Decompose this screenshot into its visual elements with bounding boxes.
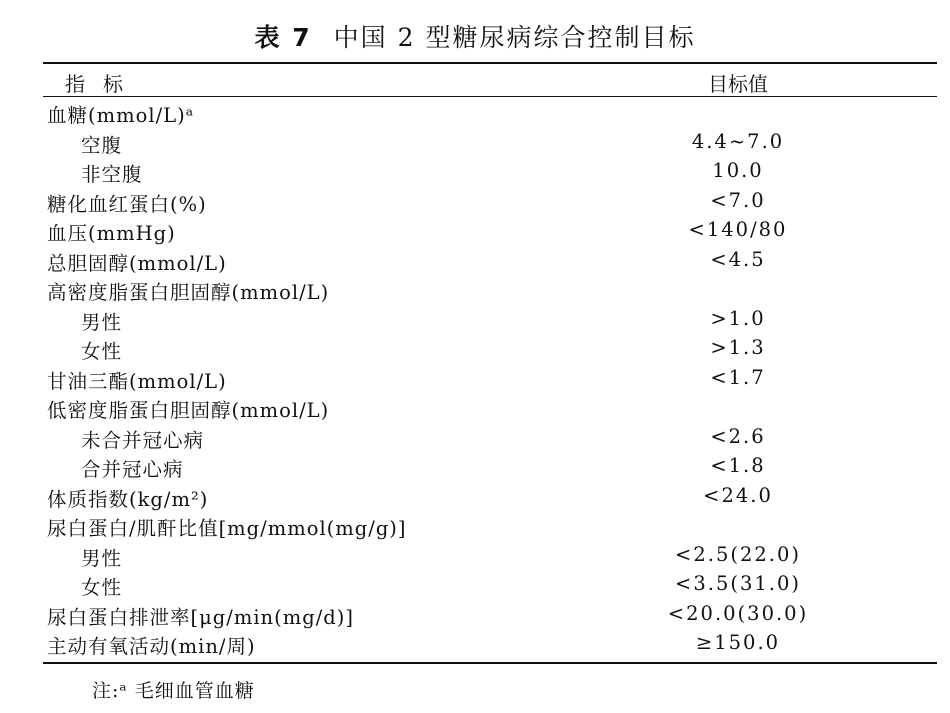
row-value: >1.3	[710, 336, 766, 359]
table-caption	[0, 18, 950, 54]
table-row	[43, 156, 937, 186]
row-label: 甘油三酯(mmol/L)	[47, 369, 227, 393]
row-label: 男性	[81, 546, 123, 570]
table-row	[43, 481, 937, 511]
table-row	[43, 127, 937, 157]
row-label: 低密度脂蛋白胆固醇(mmol/L)	[47, 399, 330, 422]
row-label: 男性	[81, 310, 123, 334]
table-header-row	[43, 64, 937, 96]
row-label: 尿白蛋白/肌酐比值[mg/mmol(mg/g)]	[47, 517, 407, 540]
table-number: 表 7	[254, 23, 312, 52]
table-title: 中国 2 型糖尿病综合控制目标	[333, 23, 696, 52]
row-label: 未合并冠心病	[81, 428, 205, 452]
row-value: <140/80	[688, 218, 788, 241]
row-label: 体质指数(kg/m²)	[47, 487, 209, 511]
row-value: <3.5(31.0)	[675, 572, 801, 595]
row-value: <7.0	[710, 188, 766, 212]
row-label: 糖化血红蛋白(%)	[47, 192, 207, 216]
row-value: <24.0	[703, 483, 773, 507]
row-label: 合并冠心病	[81, 458, 184, 481]
table-row	[43, 451, 937, 481]
table-row	[43, 599, 937, 629]
table-bottom-rule	[43, 662, 937, 664]
table-row	[43, 304, 937, 334]
row-label: 空腹	[81, 133, 123, 157]
table-row	[43, 628, 937, 658]
header-indicator: 指标	[65, 72, 141, 96]
row-label: 主动有氧活动(min/周)	[47, 635, 256, 658]
table-row	[43, 392, 937, 422]
row-value: 10.0	[712, 159, 764, 182]
table-row	[43, 186, 937, 216]
row-value: ≥150.0	[695, 631, 781, 654]
row-label: 高密度脂蛋白胆固醇(mmol/L)	[47, 281, 330, 304]
row-label: 尿白蛋白排泄率[μg/min(mg/d)]	[47, 605, 354, 629]
row-label: 女性	[81, 576, 123, 599]
table-row	[43, 333, 937, 363]
row-value: >1.0	[710, 306, 766, 330]
table-row	[43, 97, 937, 127]
row-value: <2.6	[710, 424, 766, 448]
row-label: 女性	[81, 340, 123, 363]
table-row	[43, 274, 937, 304]
table-row	[43, 363, 937, 393]
table-row	[43, 569, 937, 599]
header-target-value: 目标值	[708, 72, 768, 96]
table-row	[43, 215, 937, 245]
row-label: 血压(mmHg)	[47, 222, 176, 245]
table-row	[43, 510, 937, 540]
row-label: 总胆固醇(mmol/L)	[47, 251, 227, 275]
row-label: 非空腹	[81, 163, 143, 186]
row-label: 血糖(mmol/L)ᵃ	[47, 104, 195, 127]
table-body	[43, 97, 937, 658]
row-value: <1.8	[710, 454, 766, 477]
row-value: <20.0(30.0)	[667, 601, 809, 625]
table-row	[43, 422, 937, 452]
table-row	[43, 540, 937, 570]
row-value: 4.4~7.0	[691, 129, 785, 153]
row-value: <2.5(22.0)	[675, 542, 801, 566]
row-value: <4.5	[710, 247, 766, 271]
table-row	[43, 245, 937, 275]
row-value: <1.7	[710, 365, 766, 389]
table-footnote: 注:ᵃ 毛细血管血糖	[92, 680, 255, 702]
